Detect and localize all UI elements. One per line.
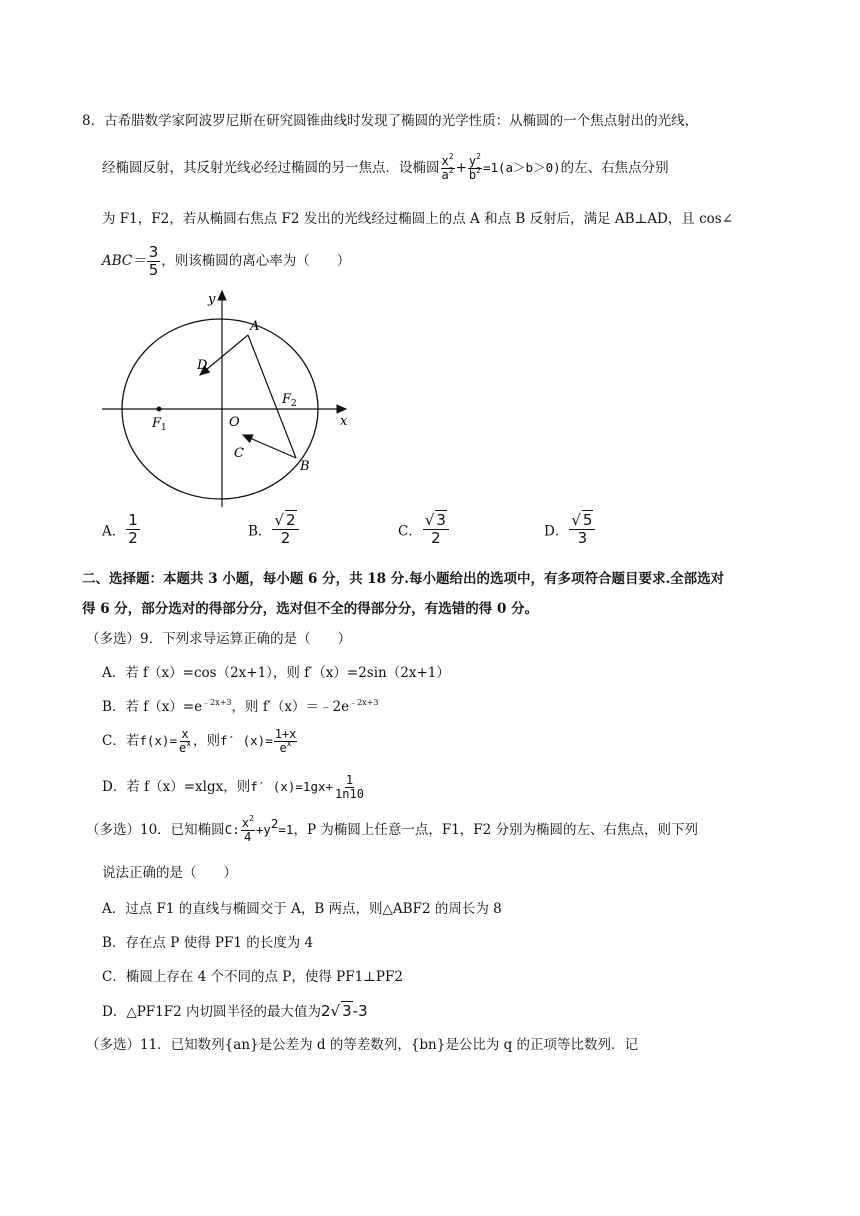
q10-option-c[interactable]: C．椭圆上存在 4 个不同的点 P，使得 PF1⊥PF2 xyxy=(102,969,403,985)
q8-line2: 经椭圆反射，其反射光线必经过椭圆的另一焦点．设椭圆 $\frac{x^2}{a^2}$ + $\frac{y^2}{b^2}$ =1(a＞b＞0)的左、右焦点分别 xyxy=(102,152,669,182)
point-b-label: B xyxy=(300,459,310,474)
q9-option-b[interactable]: B．若 $f(x)=e^{﹣2x+3}$，则 $f'(x)=﹣2e^{﹣2x+3}$ xyxy=(102,698,379,715)
section2-heading-line2: 得 6 分，部分选对的得部分分，选对但不全的得部分分，有选错的得 0 分。 xyxy=(82,601,539,617)
ellipse-eq-x-fraction: $\frac{x^2}{a^2}$ xyxy=(441,152,454,182)
q8-line3: 为 F1，F2，若从椭圆右焦点 F2 发出的光线经过椭圆上的点 A 和点 B 反射后，满足 AB⊥AD，且 cos∠ xyxy=(102,211,734,227)
q8-option-c[interactable]: C． $\frac{√ 3}{2}$ xyxy=(398,512,450,547)
point-c-label: C xyxy=(234,446,244,461)
q10-option-d[interactable]: D．△PF1F2 内切圆半径的最大值为2√ 3-3 xyxy=(102,1002,368,1020)
x-label: x xyxy=(340,414,348,429)
q10-option-b[interactable]: B．存在点 P 使得 PF1 的长度为 4 xyxy=(102,935,314,951)
q9-option-d[interactable]: D．若 f（x）=xlgx，则f′ (x)=1gx+ $\frac{1}{1n10}$ xyxy=(102,773,364,801)
q9-option-c[interactable]: C．若f(x)= $\frac{x}{e^x}$ ，则f′ (x)= $\frac{1+x}{e^x}$ xyxy=(102,727,297,755)
q8-option-a[interactable]: A． $\frac{1}{2}$ xyxy=(102,511,138,547)
y-label: y xyxy=(208,292,216,307)
f2-label: $F_2$ xyxy=(282,392,297,409)
q10-stem: （多选）10．已知椭圆C: $\frac{x^2}{4}$ $+y^2=1$，P 为椭圆上任意一点，F1，F2 分别为椭圆的左、右焦点，则下列 xyxy=(86,814,699,844)
q11-stem: （多选）11．已知数列{an}是公差为 d 的等差数列，{bn}是公比为 q 的正项等比数列．记 xyxy=(86,1037,639,1053)
point-a-label: A xyxy=(250,319,260,334)
point-d-label: D xyxy=(197,358,208,373)
cos-fraction: $\frac{3}{5}$ xyxy=(148,243,159,279)
origin-label: O xyxy=(229,415,240,430)
f1-label: $F_1$ xyxy=(152,416,167,433)
q9-option-a[interactable]: A．若 f（x）=cos（2x+1），则 f′（x）=2sin（2x+1） xyxy=(102,665,450,681)
ellipse-figure xyxy=(100,285,360,515)
q8-line4: ABC＝ $\frac{3}{5}$ ，则该椭圆的离心率为（ ） xyxy=(102,243,351,279)
q8-option-b[interactable]: B． $\frac{√ 2}{2}$ xyxy=(248,512,300,547)
q8-line1: 8．古希腊数学家阿波罗尼斯在研究圆锥曲线时发现了椭圆的光学性质：从椭圆的一个焦点射出的光线， xyxy=(82,113,699,129)
f1-point xyxy=(157,407,162,412)
q10-option-a[interactable]: A．过点 F1 的直线与椭圆交于 A，B 两点，则△ABF2 的周长为 8 xyxy=(102,901,502,917)
section2-heading-line1: 二、选择题：本题共 3 小题，每小题 6 分，共 18 分.每小题给出的选项中，有多项符合题目要求.全部选对 xyxy=(82,571,725,587)
ellipse-eq-y-fraction: $\frac{y^2}{b^2}$ xyxy=(468,152,481,182)
q9-stem: （多选）9．下列求导运算正确的是（ ） xyxy=(86,631,352,647)
q8-option-d[interactable]: D． $\frac{√ 5}{3}$ xyxy=(544,512,596,547)
q10-stem-line2: 说法正确的是（ ） xyxy=(102,865,237,881)
